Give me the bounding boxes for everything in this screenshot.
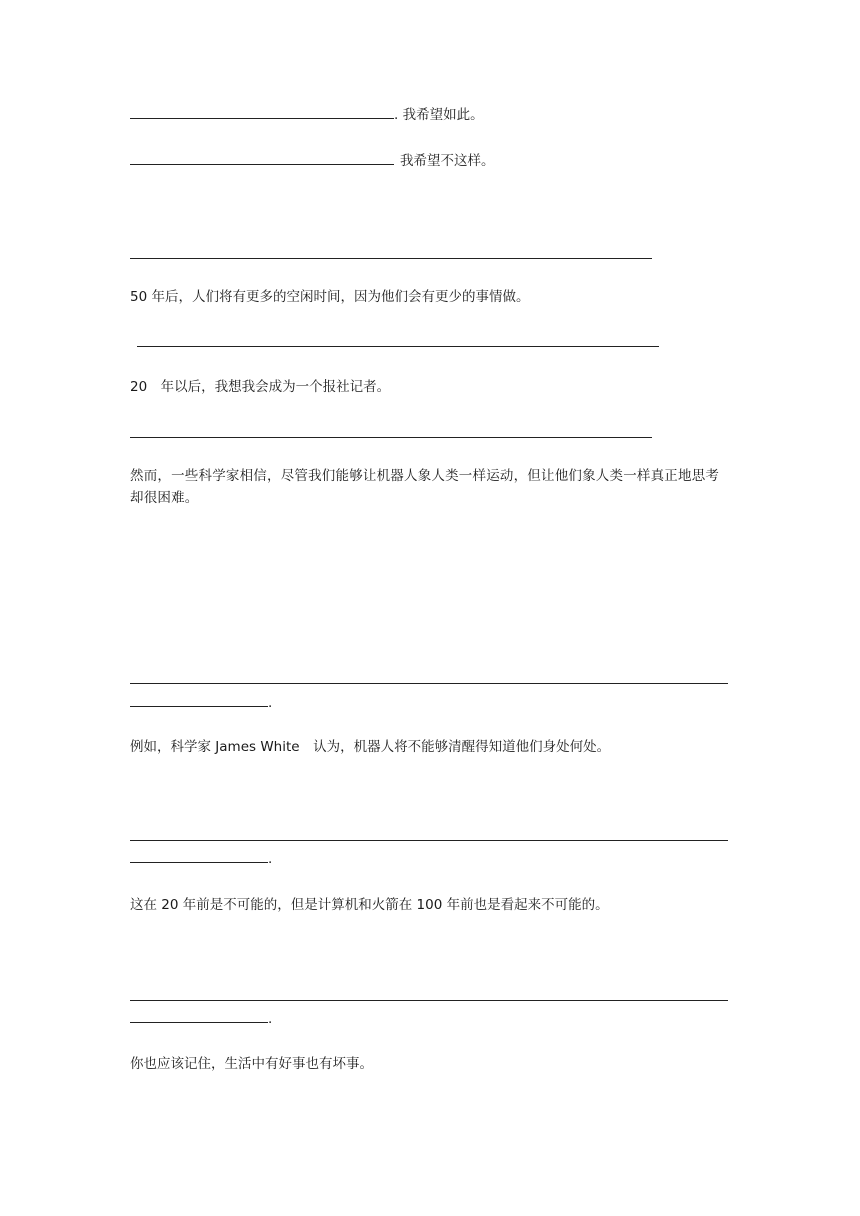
fill-line-1 (130, 104, 484, 126)
answer-blank[interactable] (130, 1008, 268, 1023)
sentence-1: 50 年后，人们将有更多的空闲时间，因为他们会有更少的事情做。 (130, 289, 530, 305)
sentence-text: . 我希望如此。 (394, 107, 484, 123)
answer-blank[interactable] (130, 150, 394, 165)
answer-rule[interactable] (130, 258, 652, 259)
sentence-5: 这在 20 年前是不可能的，但是计算机和火箭在 100 年前也是看起来不可能的。 (130, 897, 609, 913)
answer-rule[interactable] (130, 437, 652, 438)
sentence-6: 你也应该记住，生活中有好事也有坏事。 (130, 1056, 373, 1072)
answer-rule-end (130, 848, 272, 870)
fill-line-2 (130, 150, 495, 172)
answer-blank[interactable] (130, 104, 394, 119)
answer-blank[interactable] (130, 692, 268, 707)
sentence-2: 20 年以后，我想我会成为一个报社记者。 (130, 379, 391, 395)
sentence-text: 我希望不这样。 (400, 153, 495, 169)
period-text: . (268, 851, 273, 867)
sentence-4: 例如，科学家 James White 认为，机器人将不能够清醒得知道他们身处何处。 (130, 739, 611, 755)
answer-blank[interactable] (130, 848, 268, 863)
sentence-3: 然而，一些科学家相信，尽管我们能够让机器人象人类一样运动，但让他们象人类一样真正地思考却很困难。 (130, 468, 720, 506)
answer-rule-end (130, 692, 272, 714)
answer-rule-end (130, 1008, 272, 1030)
period-text: . (268, 1011, 273, 1027)
answer-rule[interactable] (130, 840, 728, 841)
answer-rule[interactable] (137, 346, 659, 347)
answer-rule[interactable] (130, 1000, 728, 1001)
answer-rule[interactable] (130, 683, 728, 684)
period-text: . (268, 695, 273, 711)
